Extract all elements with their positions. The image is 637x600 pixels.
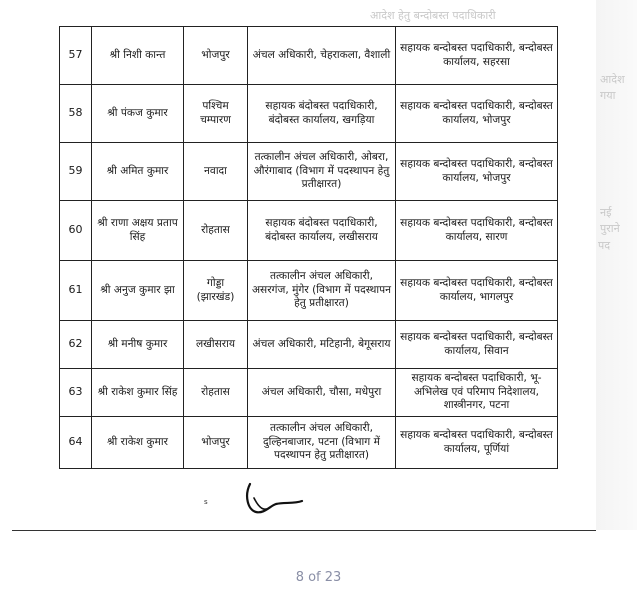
signature-mark: s: [204, 498, 208, 506]
new-post: सहायक बन्दोबस्त पदाधिकारी, भू-अभिलेख एवं परिमाप निदेशालय, शास्त्रीनगर, पटना: [396, 369, 558, 417]
table-row: [60, 27, 558, 85]
table-row: [60, 85, 558, 143]
officer-name: श्री मनीष कुमार: [92, 321, 184, 369]
table-row: [60, 321, 558, 369]
officer-name: श्री अमित कुमार: [92, 143, 184, 201]
serial-number: 62: [60, 321, 92, 369]
officer-name: श्री पंकज कुमार: [92, 85, 184, 143]
table-row: [60, 261, 558, 321]
officer-name: श्री निशी कान्त: [92, 27, 184, 85]
new-post: सहायक बन्दोबस्त पदाधिकारी, बन्दोबस्त कार्यालय, पूर्णियां: [396, 417, 558, 469]
serial-number: 64: [60, 417, 92, 469]
table-row: [60, 143, 558, 201]
new-post: सहायक बन्दोबस्त पदाधिकारी, बन्दोबस्त कार्यालय, भोजपुर: [396, 143, 558, 201]
serial-number: 59: [60, 143, 92, 201]
home-district: भोजपुर: [184, 27, 248, 85]
home-district: रोहतास: [184, 201, 248, 261]
serial-number: 58: [60, 85, 92, 143]
home-district: भोजपुर: [184, 417, 248, 469]
bleed-through-text: नई: [600, 206, 612, 219]
officer-name: श्री राणा अक्षय प्रताप सिंह: [92, 201, 184, 261]
bleed-through-text: पद: [598, 239, 611, 252]
page-divider: [12, 530, 596, 531]
serial-number: 57: [60, 27, 92, 85]
current-post: अंचल अधिकारी, चौसा, मधेपुरा: [248, 369, 396, 417]
home-district: नवादा: [184, 143, 248, 201]
home-district: गोड्डा (झारखंड): [184, 261, 248, 321]
officer-name: श्री राकेश कुमार: [92, 417, 184, 469]
table-row: [60, 417, 558, 469]
current-post: अंचल अधिकारी, मटिहानी, बेगूसराय: [248, 321, 396, 369]
bleed-through-text: आदेश: [600, 73, 625, 86]
current-post: तत्कालीन अंचल अधिकारी, दुल्हिनबाजार, पटना (विभाग में पदस्थापन हेतु प्रतीक्षारत): [248, 417, 396, 469]
new-post: सहायक बन्दोबस्त पदाधिकारी, बन्दोबस्त कार्यालय, सारण: [396, 201, 558, 261]
new-post: सहायक बन्दोबस्त पदाधिकारी, बन्दोबस्त कार्यालय, सिवान: [396, 321, 558, 369]
new-post: सहायक बन्दोबस्त पदाधिकारी, बन्दोबस्त कार्यालय, भागलपुर: [396, 261, 558, 321]
table-row: [60, 201, 558, 261]
current-post: अंचल अधिकारी, चेहराकला, वैशाली: [248, 27, 396, 85]
bleed-through-text: पुराने: [600, 222, 620, 235]
officer-name: श्री राकेश कुमार सिंह: [92, 369, 184, 417]
serial-number: 63: [60, 369, 92, 417]
home-district: लखीसराय: [184, 321, 248, 369]
officer-name: श्री अनुज कुमार झा: [92, 261, 184, 321]
signature-icon: [236, 476, 306, 520]
bleed-through-text: आदेश हेतु बन्दोबस्त पदाधिकारी: [370, 9, 496, 22]
table-row: [60, 369, 558, 417]
serial-number: 61: [60, 261, 92, 321]
home-district: पश्चिम चम्पारण: [184, 85, 248, 143]
bleed-through-text: गया: [600, 89, 616, 102]
new-post: सहायक बन्दोबस्त पदाधिकारी, बन्दोबस्त कार्यालय, सहरसा: [396, 27, 558, 85]
current-post: तत्कालीन अंचल अधिकारी, असरगंज, मुंगेर (विभाग में पदस्थापन हेतु प्रतीक्षारत): [248, 261, 396, 321]
current-post: तत्कालीन अंचल अधिकारी, ओबरा, औरंगाबाद (विभाग में पदस्थापन हेतु प्रतीक्षारत): [248, 143, 396, 201]
current-post: सहायक बंदोबस्त पदाधिकारी, बंदोबस्त कार्यालय, लखीसराय: [248, 201, 396, 261]
new-post: सहायक बन्दोबस्त पदाधिकारी, बन्दोबस्त कार्यालय, भोजपुर: [396, 85, 558, 143]
home-district: रोहतास: [184, 369, 248, 417]
serial-number: 60: [60, 201, 92, 261]
current-post: सहायक बंदोबस्त पदाधिकारी, बंदोबस्त कार्यालय, खगड़िया: [248, 85, 396, 143]
page-indicator: 8 of 23: [295, 570, 342, 585]
transfer-order-table: [59, 26, 558, 469]
